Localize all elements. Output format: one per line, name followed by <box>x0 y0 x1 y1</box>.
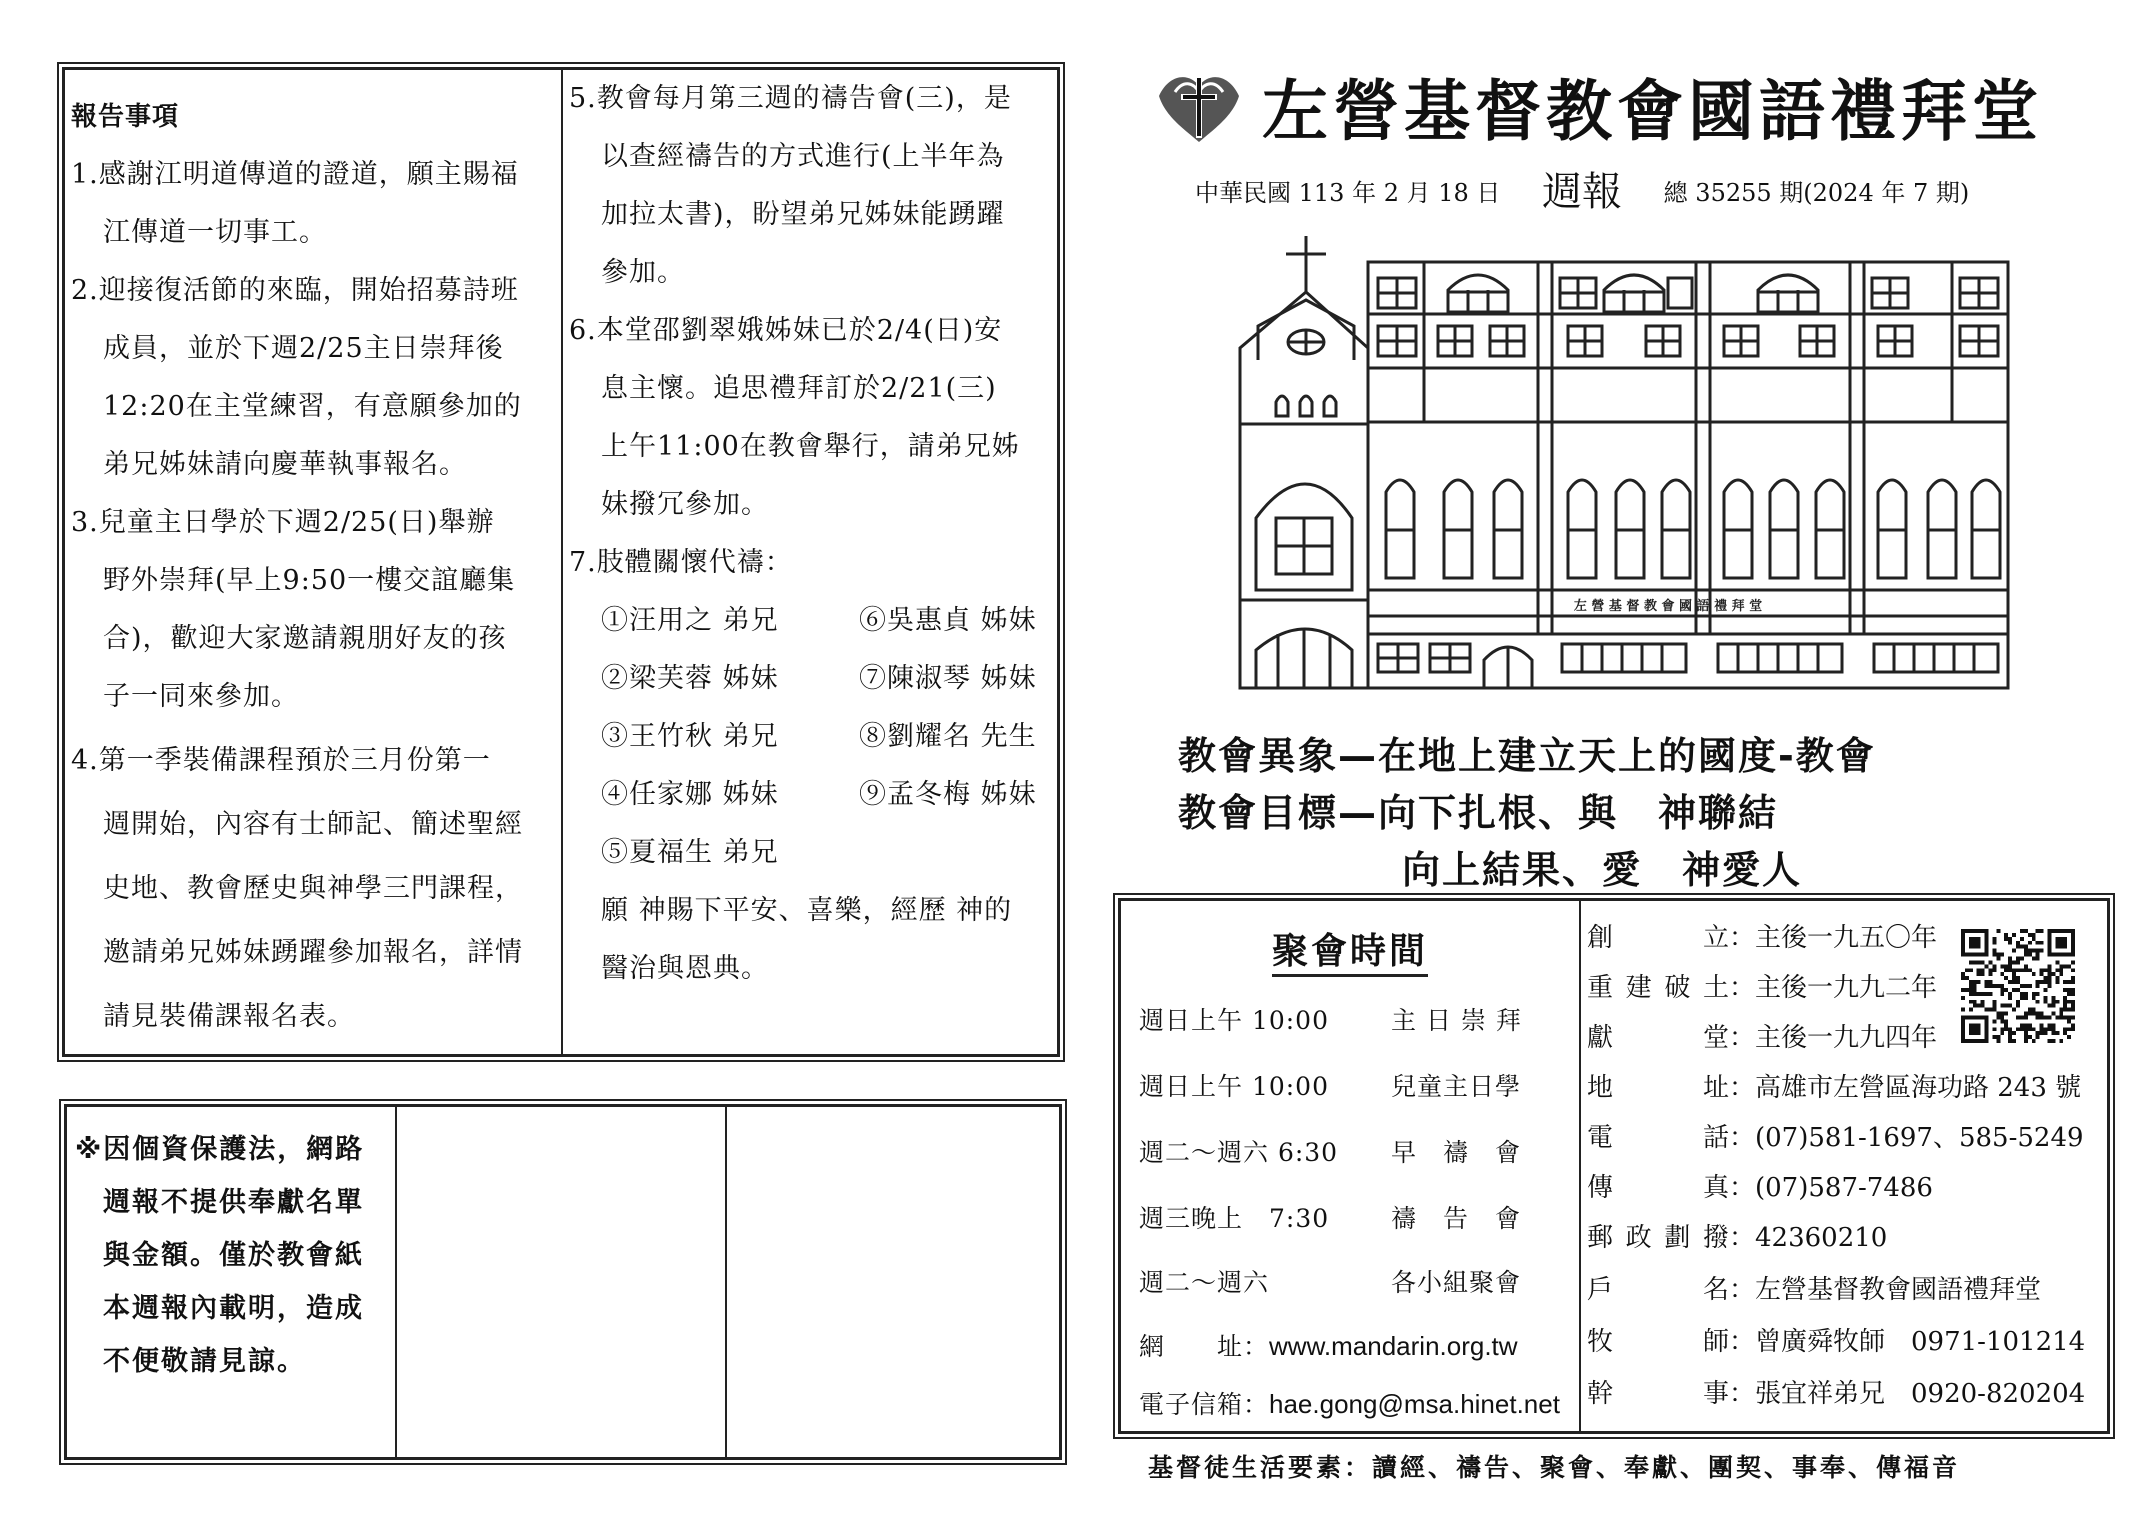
meeting-time: 週日上午 10:00 <box>1139 1006 1329 1035</box>
info-value: ：主後一九九四年 <box>1729 1023 1938 1053</box>
announcements-right-column <box>563 70 1057 1054</box>
announcements-left-column <box>65 70 563 1054</box>
email-row <box>1139 1385 1560 1421</box>
meeting-times-column <box>1121 901 1581 1431</box>
announcement-line: 1.感謝江明道傳道的證道，願主賜福 <box>71 159 519 190</box>
info-key: 牧師 <box>1587 1327 1729 1357</box>
info-value: ：42360210 <box>1729 1223 1888 1253</box>
prayer-name: ⑤夏福生 弟兄 <box>601 837 779 868</box>
notice-line: 週報不提供奉獻名單 <box>103 1187 364 1218</box>
notice-line: 不便敬請見諒。 <box>103 1346 306 1377</box>
meeting-time: 週二～週六 6:30 <box>1139 1138 1339 1167</box>
notice-line: ※因個資保護法，網路 <box>75 1134 365 1165</box>
announcements-right-text <box>569 70 1053 998</box>
website-label: 網 址： <box>1139 1332 1270 1361</box>
info-row <box>1587 967 1937 1004</box>
meeting-time: 週日上午 10:00 <box>1139 1072 1329 1101</box>
info-row <box>1587 1017 1937 1054</box>
announcement-line: 4.第一季裝備課程預於三月份第一 <box>71 745 491 776</box>
meeting-time: 週二～週六 <box>1139 1268 1270 1297</box>
meeting-name: 兒童主日學 <box>1391 1072 1522 1101</box>
announcement-line: 醫治與恩典。 <box>601 953 769 984</box>
announcement-line: 成員，並於下週2/25主日崇拜後 <box>103 333 504 364</box>
meeting-row <box>1139 1001 1522 1037</box>
meeting-times-title <box>1121 923 1579 974</box>
meeting-row <box>1139 1263 1521 1299</box>
info-value: ：主後一九五〇年 <box>1729 923 1938 953</box>
empty-column <box>397 1107 727 1457</box>
meeting-row <box>1139 1067 1521 1103</box>
notice-line: 本週報內載明，造成 <box>103 1293 364 1324</box>
announcement-line: 請見裝備課報名表。 <box>103 1001 355 1032</box>
bulletin-label: 週報 <box>1542 169 1623 215</box>
info-value: ：主後一九九二年 <box>1729 973 1938 1003</box>
prayer-row <box>569 650 1053 708</box>
announcement-line: 江傳道一切事工。 <box>103 217 327 248</box>
meeting-time: 週三晚上 7:30 <box>1139 1204 1330 1233</box>
email-link[interactable]: hae.gong@msa.hinet.net <box>1269 1389 1560 1419</box>
info-row <box>1587 1373 2085 1410</box>
announcement-line: 2.迎接復活節的來臨，開始招募詩班 <box>71 275 519 306</box>
qr-code-icon[interactable] <box>1961 929 2075 1043</box>
prayer-name: ⑨孟冬梅 姊妹 <box>859 779 1037 810</box>
prayer-name: ①汪用之 弟兄 <box>601 605 779 636</box>
info-row <box>1587 917 1937 954</box>
info-row <box>1587 1321 2085 1358</box>
prayer-row <box>569 824 1053 882</box>
website-row <box>1139 1327 1518 1363</box>
prayer-name: ⑦陳淑琴 姊妹 <box>859 663 1037 694</box>
prayer-row <box>569 708 1053 766</box>
bulletin-date: 中華民國 113 年 2 月 18 日 <box>1195 179 1501 207</box>
announcement-line: 息主懷。追思禮拜訂於2/21(三) <box>601 373 997 404</box>
privacy-notice-text <box>75 1123 364 1388</box>
website-link[interactable]: www.mandarin.org.tw <box>1269 1331 1518 1361</box>
meeting-name: 禱 告 會 <box>1391 1204 1522 1233</box>
church-title: 左營基督教會國語禮拜堂 <box>1262 72 2043 150</box>
announcement-line: 參加。 <box>601 257 685 288</box>
announcement-line: 3.兒童主日學於下週2/25(日)舉辦 <box>71 507 495 538</box>
announcement-line: 願 神賜下平安、喜樂，經歷 神的 <box>601 895 1013 926</box>
announcement-line: 邀請弟兄姊妹踴躍參加報名，詳情 <box>103 937 523 968</box>
bulletin-dateline <box>1195 160 1969 217</box>
info-row <box>1587 1117 2084 1154</box>
prayer-row <box>569 766 1053 824</box>
email-label: 電子信箱： <box>1139 1390 1270 1419</box>
announcements-left-text <box>71 88 557 1046</box>
christian-life-essentials: 基督徒生活要素：讀經、禱告、聚會、奉獻、團契、事奉、傳福音 <box>1148 1453 1961 1482</box>
church-building-illustration <box>1238 230 2010 690</box>
info-row <box>1587 1167 1933 1204</box>
announcement-line: 弟兄姊妹請向慶華執事報名。 <box>103 449 467 480</box>
meeting-name: 早 禱 會 <box>1391 1138 1522 1167</box>
notice-line: 與金額。僅於教會紙 <box>103 1240 364 1271</box>
church-logo-icon <box>1155 66 1243 144</box>
info-row <box>1587 1067 2081 1104</box>
announcement-line: 5.教會每月第三週的禱告會(三)，是 <box>569 83 1012 114</box>
meeting-times-title-text: 聚會時間 <box>1272 931 1428 977</box>
info-value: ：(07)587-7486 <box>1729 1173 1933 1203</box>
church-info-box <box>1118 898 2110 1434</box>
info-value: ：高雄市左營區海功路 243 號 <box>1729 1073 2082 1103</box>
announcement-line: 合)，歡迎大家邀請親朋好友的孩 <box>103 623 507 654</box>
church-vision <box>1178 728 1876 899</box>
info-key: 幹事 <box>1587 1379 1729 1409</box>
info-row <box>1587 1217 1887 1254</box>
info-value: ：左營基督教會國語禮拜堂 <box>1729 1275 2042 1305</box>
info-key: 地址 <box>1587 1073 1729 1103</box>
announcement-line: 史地、教會歷史與神學三門課程， <box>103 873 523 904</box>
meeting-row <box>1139 1199 1521 1235</box>
prayer-name: ④任家娜 姊妹 <box>601 779 779 810</box>
announcement-line: 妹撥冗參加。 <box>601 489 769 520</box>
info-key: 郵政劃撥 <box>1587 1223 1729 1253</box>
announcement-line: 週開始，內容有士師記、簡述聖經 <box>103 809 523 840</box>
announcement-line: 12:20在主堂練習，有意願參加的 <box>103 391 522 422</box>
info-value: ：張宜祥弟兄 0920-820204 <box>1729 1379 2086 1409</box>
prayer-name: ②梁芙蓉 姊妹 <box>601 663 779 694</box>
announcement-line: 加拉太書)，盼望弟兄姊妹能踴躍 <box>601 199 1005 230</box>
info-key: 創立 <box>1587 923 1729 953</box>
announcement-line: 6.本堂邵劉翠娥姊妹已於2/4(日)安 <box>569 315 1003 346</box>
meeting-row <box>1139 1133 1521 1169</box>
building-sign-text: 左 營 基 督 教 會 國 語 禮 拜 堂 <box>1573 599 1763 614</box>
announcement-line: 上午11:00在教會舉行，請弟兄姊 <box>601 431 1020 462</box>
meeting-name: 主 日 崇 拜 <box>1391 1006 1522 1035</box>
info-key: 重建破土 <box>1587 973 1729 1003</box>
vision-line: 教會異象—在地上建立天上的國度-教會 <box>1178 734 1876 778</box>
church-details-column <box>1581 901 2107 1431</box>
goal-line: 教會目標—向下扎根、與 神聯結 <box>1178 791 1779 835</box>
privacy-notice-box <box>64 1104 1062 1460</box>
prayer-name: ⑧劉耀名 先生 <box>859 721 1037 752</box>
meeting-name: 各小組聚會 <box>1391 1268 1522 1297</box>
announcements-title: 報告事項 <box>71 102 180 132</box>
announcement-line: 7.肢體關懷代禱： <box>569 547 793 578</box>
bulletin-issue: 總 35255 期(2024 年 7 期) <box>1663 179 1970 207</box>
prayer-name: ③王竹秋 弟兄 <box>601 721 779 752</box>
info-value: ：(07)581-1697、585-5249 <box>1729 1123 2084 1153</box>
announcement-line: 以查經禱告的方式進行(上半年為 <box>601 141 1005 172</box>
announcement-line: 子一同來參加。 <box>103 681 299 712</box>
info-key: 電話 <box>1587 1123 1729 1153</box>
prayer-row <box>569 592 1053 650</box>
info-value: ：曾廣舜牧師 0971-101214 <box>1729 1327 2086 1357</box>
notice-column <box>67 1107 397 1457</box>
info-row <box>1587 1269 2041 1306</box>
announcement-line: 野外崇拜(早上9:50一樓交誼廳集 <box>103 565 516 596</box>
info-key: 獻堂 <box>1587 1023 1729 1053</box>
announcements-box <box>62 67 1060 1057</box>
goal-line: 向上結果、愛 神愛人 <box>1402 848 1803 892</box>
info-key: 戶名 <box>1587 1275 1729 1305</box>
prayer-name: ⑥吳惠貞 姊妹 <box>859 605 1037 636</box>
info-key: 傳真 <box>1587 1173 1729 1203</box>
